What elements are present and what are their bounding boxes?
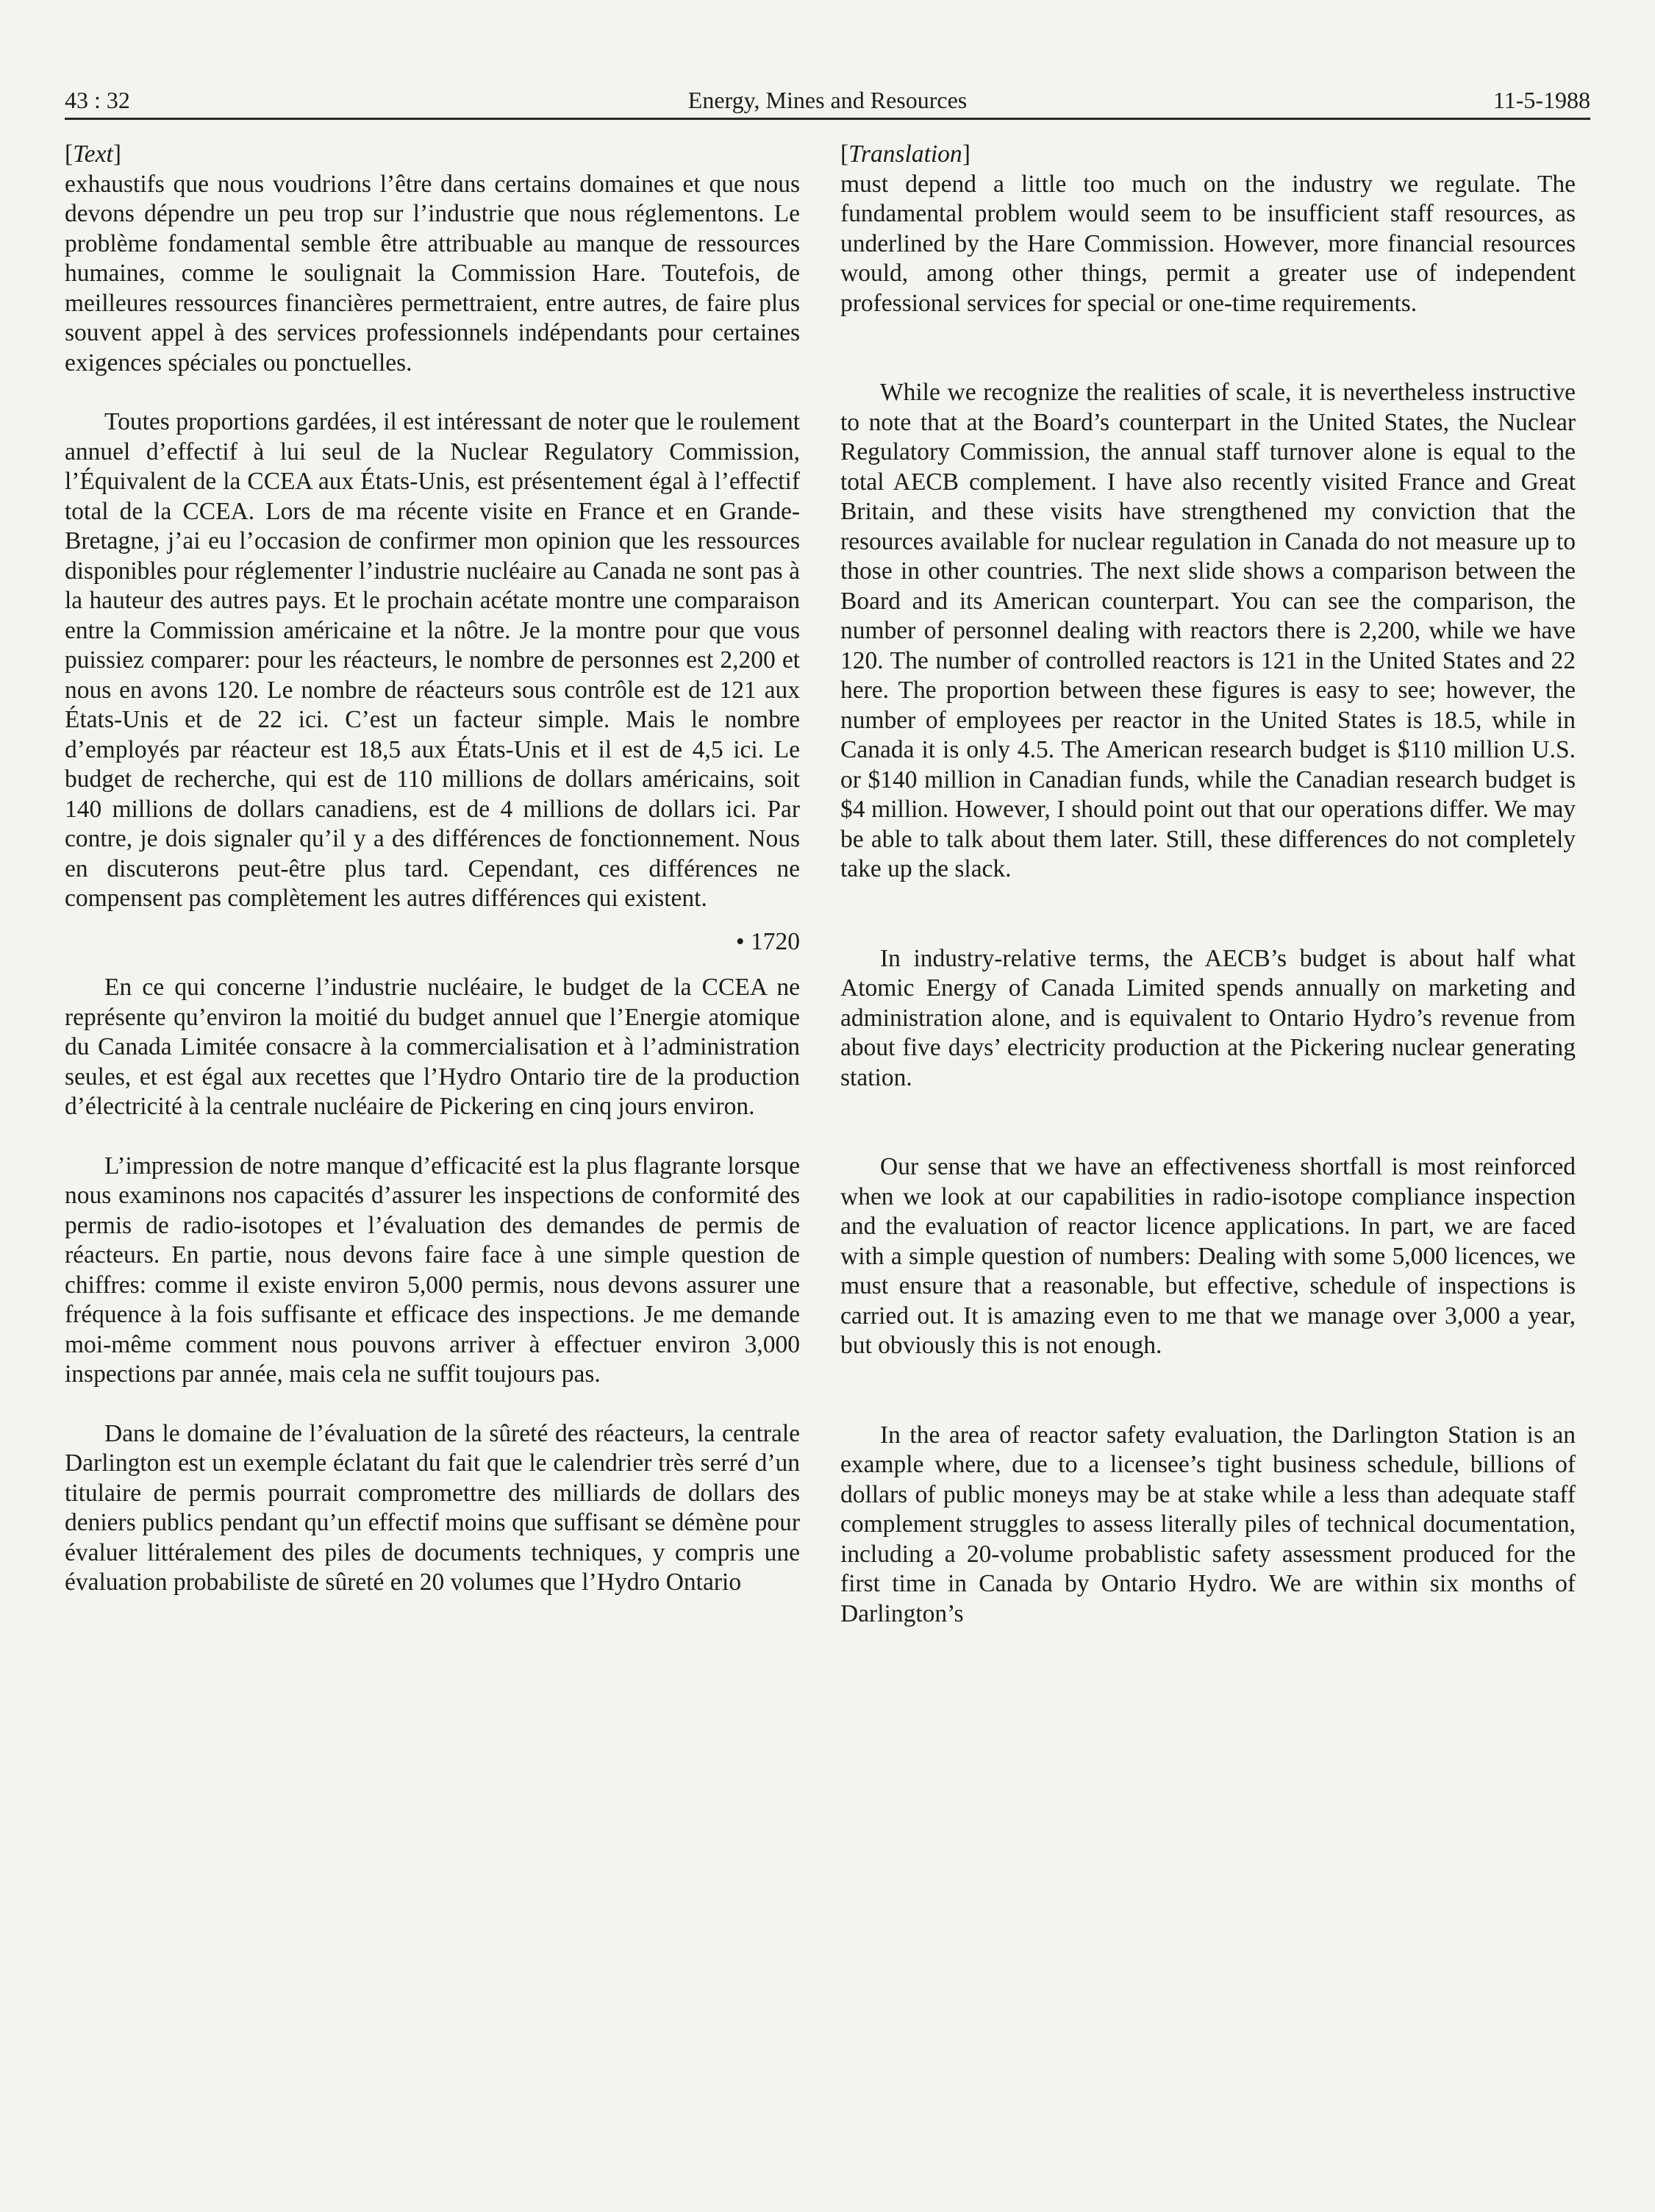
paragraph: L’impression de notre manque d’efficacité est la plus flagrante lorsque nous examinons nos capacités d’assurer les inspections de conformité des permis de radio-isotopes et l’évaluation des demandes de permis de réacteurs. En partie, nous devons faire face à une simple question de chiffres: comme il existe environ 5,000 permis, nous devons assurer une fréquence à la fois suffisante et efficace des inspections. Je me demande moi-même comment nous pouvons arriver à effectuer environ 3,000 inspections par année, mais cela ne suffit toujours pas. bbox=[65, 1152, 800, 1388]
column-label-text: [Text] bbox=[65, 140, 121, 168]
right-column-english bbox=[840, 140, 1576, 1629]
page-header bbox=[65, 82, 1590, 118]
header-date: 11-5-1988 bbox=[1493, 87, 1590, 113]
header-rule bbox=[65, 118, 1590, 120]
paragraph: En ce qui concerne l’industrie nucléaire, le budget de la CCEA ne représente qu’environ la moitié du budget annuel que l’Energie atomique du Canada Limitée consacre à la commercialisation et à l’administration seules, et est égal aux recettes que l’Hydro Ontario tire de la production d’électricité à la centrale nucléaire de Pickering en cinq jours environ. bbox=[65, 974, 800, 1120]
paragraph: Dans le domaine de l’évaluation de la sûreté des réacteurs, la centrale Darlington est un exemple éclatant du fait que le calendrier très serré d’un titulaire de permis pourrait compromettre des milliards de dollars des deniers publics pendant qu’un effectif moins que suffisant se démène pour évaluer littéralement des piles de documents techniques, y compris une évaluation probabiliste de sûreté en 20 volumes que l’Hydro Ontario bbox=[65, 1419, 800, 1596]
column-label-translation: [Translation] bbox=[840, 140, 971, 168]
paragraph: In industry-relative terms, the AECB’s budget is about half what Atomic Energy of Canada Limited spends annually on marketing and administration alone, and is equivalent to Ontario Hydro’s revenue from about five days’ electricity production at the Pickering nuclear generating station. bbox=[840, 944, 1576, 1091]
paragraph: exhaustifs que nous voudrions l’être dans certains domaines et que nous devons dépendre un peu trop sur l’industrie que nous réglementons. Le problème fondamental semble être attribuable au manque de ressources humaines, comme le soulignait la Commission Hare. Toutefois, de meilleures ressources financières permettraient, entre autres, de faire plus souvent appel à des services professionnels indépendants pour certaines exigences spéciales ou ponctuelles. bbox=[65, 170, 800, 377]
running-title: Energy, Mines and Resources bbox=[687, 87, 968, 113]
paragraph: Toutes proportions gardées, il est intéressant de noter que le roulement annuel d’effectif à lui seul de la Nuclear Regulatory Commission, l’Équivalent de la CCEA aux États-Unis, est présentement égal à l’effectif total de la CCEA. Lors de ma récente visite en France et en Grande-Bretagne, j’ai eu l’occasion de confirmer mon opinion que les ressources disponibles pour réglementer l’industrie nucléaire au Canada ne sont pas à la hauteur des autres pays. Et le prochain acétate montre une comparaison entre la Commission américaine et la nôtre. Je la montre pour que vous puissiez comparer: pour les réacteurs, le nombre de personnes est 2,200 et nous en avons 120. Le nombre de réacteurs sous contrôle est de 121 aux États-Unis et de 22 ici. C’est un facteur simple. Mais le nombre d’employés par réacteur est 18,5 aux États-Unis et il est de 4,5 ici. Le budget de recherche, qui est de 110 millions de dollars américains, soit 140 millions de dollars canadiens, est de 4 millions de dollars ici. Par contre, je dois signaler qu’il y a des différences de fonctionnement. Nous en discuterons peut-être plus tard. Cependant, ces différences ne compensent pas complètement les autres différences qui existent. bbox=[65, 408, 800, 912]
time-marker: • 1720 bbox=[735, 927, 800, 955]
page-number: 43 : 32 bbox=[65, 87, 130, 113]
paragraph: must depend a little too much on the industry we regulate. The fundamental problem would seem to be insufficient staff resources, as underlined by the Hare Commission. However, more financial resources would, among other things, permit a greater use of independent professional services for special or one-time requirements. bbox=[840, 170, 1576, 317]
left-column-french bbox=[65, 140, 800, 1598]
paragraph: In the area of reactor safety evaluation, the Darlington Station is an example where, due to a licensee’s tight business schedule, billions of dollars of public moneys may be at stake while a less than adequate staff complement struggles to assess literally piles of technical documentation, including a 20-volume probablistic safety assessment produced for the first time in Canada by Ontario Hydro. We are within six months of Darlington’s bbox=[840, 1421, 1576, 1627]
paragraph: Our sense that we have an effectiveness shortfall is most reinforced when we look at our capabilities in radio-isotope compliance inspection and the evaluation of reactor licence applications. In part, we are faced with a simple question of numbers: Dealing with some 5,000 licences, we must ensure that a reasonable, but effective, schedule of inspections is carried out. It is amazing even to me that we manage over 3,000 a year, but obviously this is not enough. bbox=[840, 1153, 1576, 1359]
paragraph: While we recognize the realities of scale, it is nevertheless instructive to note that at the Board’s counterpart in the United States, the Nuclear Regulatory Commission, the annual staff turnover alone is equal to the total AECB complement. I have also recently visited France and Great Britain, and these visits have strengthened my conviction that the resources available for nuclear regulation in Canada do not measure up to those in other countries. The next slide shows a comparison between the Board and its American counterpart. You can see the comparison, the number of personnel dealing with reactors there is 2,200, while we have 120. The number of controlled reactors is 121 in the United States and 22 here. The proportion between these figures is easy to see; however, the number of employees per reactor in the United States is 18.5, while in Canada it is only 4.5. The American research budget is $110 million U.S. or $140 million in Canadian funds, while the Canadian research budget is $4 million. However, I should point out that our operations differ. We may be able to talk about them later. Still, these differences do not completely take up the slack. bbox=[840, 379, 1576, 882]
